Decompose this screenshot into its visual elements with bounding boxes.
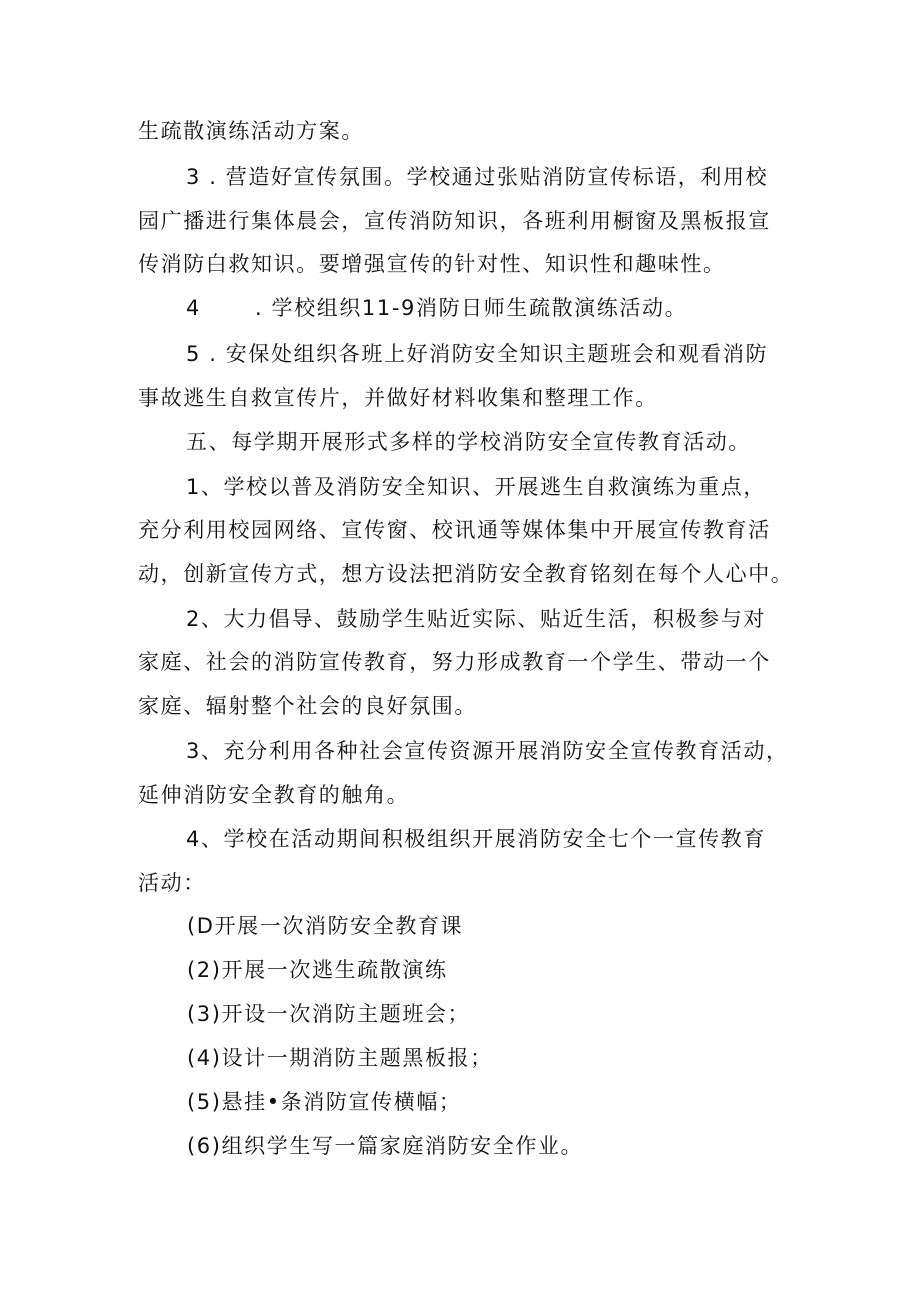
paragraph-line: 园广播进行集体晨会，宣传消防知识，各班利用橱窗及黑板报宣 <box>138 209 771 233</box>
item-number: 4 <box>186 296 201 320</box>
paragraph-line: 1、学校以普及消防安全知识、开展逃生自救演练为重点， <box>186 475 766 499</box>
paragraph-line: 5 . 安保处组织各班上好消防安全知识主题班会和观看消防 <box>186 342 769 366</box>
paragraph-line: 动，创新宣传方式，想方设法把消防安全教育铭刻在每个人心中。 <box>138 562 794 586</box>
list-item: (4)设计一期消防主题黑板报； <box>187 1046 493 1070</box>
item-text: . 学校组织11-9消防日师生疏散演练活动。 <box>254 296 688 320</box>
paragraph-line: 延伸消防安全教育的触角。 <box>138 783 410 807</box>
paragraph-line: 3 . 营造好宣传氛围。学校通过张贴消防宣传标语，利用校 <box>186 165 769 189</box>
paragraph-line: 家庭、社会的消防宣传教育，努力形成教育一个学生、带动一个 <box>138 650 771 674</box>
paragraph-line: 生疏散演练活动方案。 <box>138 119 364 143</box>
list-item: (5)悬挂•条消防宣传横幅； <box>187 1090 462 1114</box>
list-item: (6)组织学生写一篇家庭消防安全作业。 <box>187 1134 584 1158</box>
section-heading: 五、每学期开展形式多样的学校消防安全宣传教育活动。 <box>186 430 751 454</box>
paragraph-line: 4、学校在活动期间积极组织开展消防安全七个一宣传教育 <box>186 827 766 851</box>
paragraph-line: 活动： <box>138 871 206 895</box>
paragraph-line: 2、大力倡导、鼓励学生贴近实际、贴近生活，积极参与对 <box>186 607 766 631</box>
list-item: (D开展一次消防安全教育课 <box>187 914 464 938</box>
paragraph-line: 传消防白救知识。要增强宣传的针对性、知识性和趣味性。 <box>138 252 726 276</box>
list-item: (2)开展一次逃生疏散演练 <box>187 958 448 982</box>
paragraph-line: 家庭、辐射整个社会的良好氛围。 <box>138 694 477 718</box>
paragraph-line <box>186 293 687 323</box>
list-item: (3)开设一次消防主题班会； <box>187 1002 471 1026</box>
paragraph-line: 充分利用校园网络、宣传窗、校讯通等媒体集中开展宣传教育活 <box>138 518 771 542</box>
paragraph-line: 3、充分利用各种社会宣传资源开展消防安全宣传教育活动， <box>186 739 789 763</box>
paragraph-line: 事故逃生自救宣传片，并做好材料收集和整理工作。 <box>138 386 658 410</box>
